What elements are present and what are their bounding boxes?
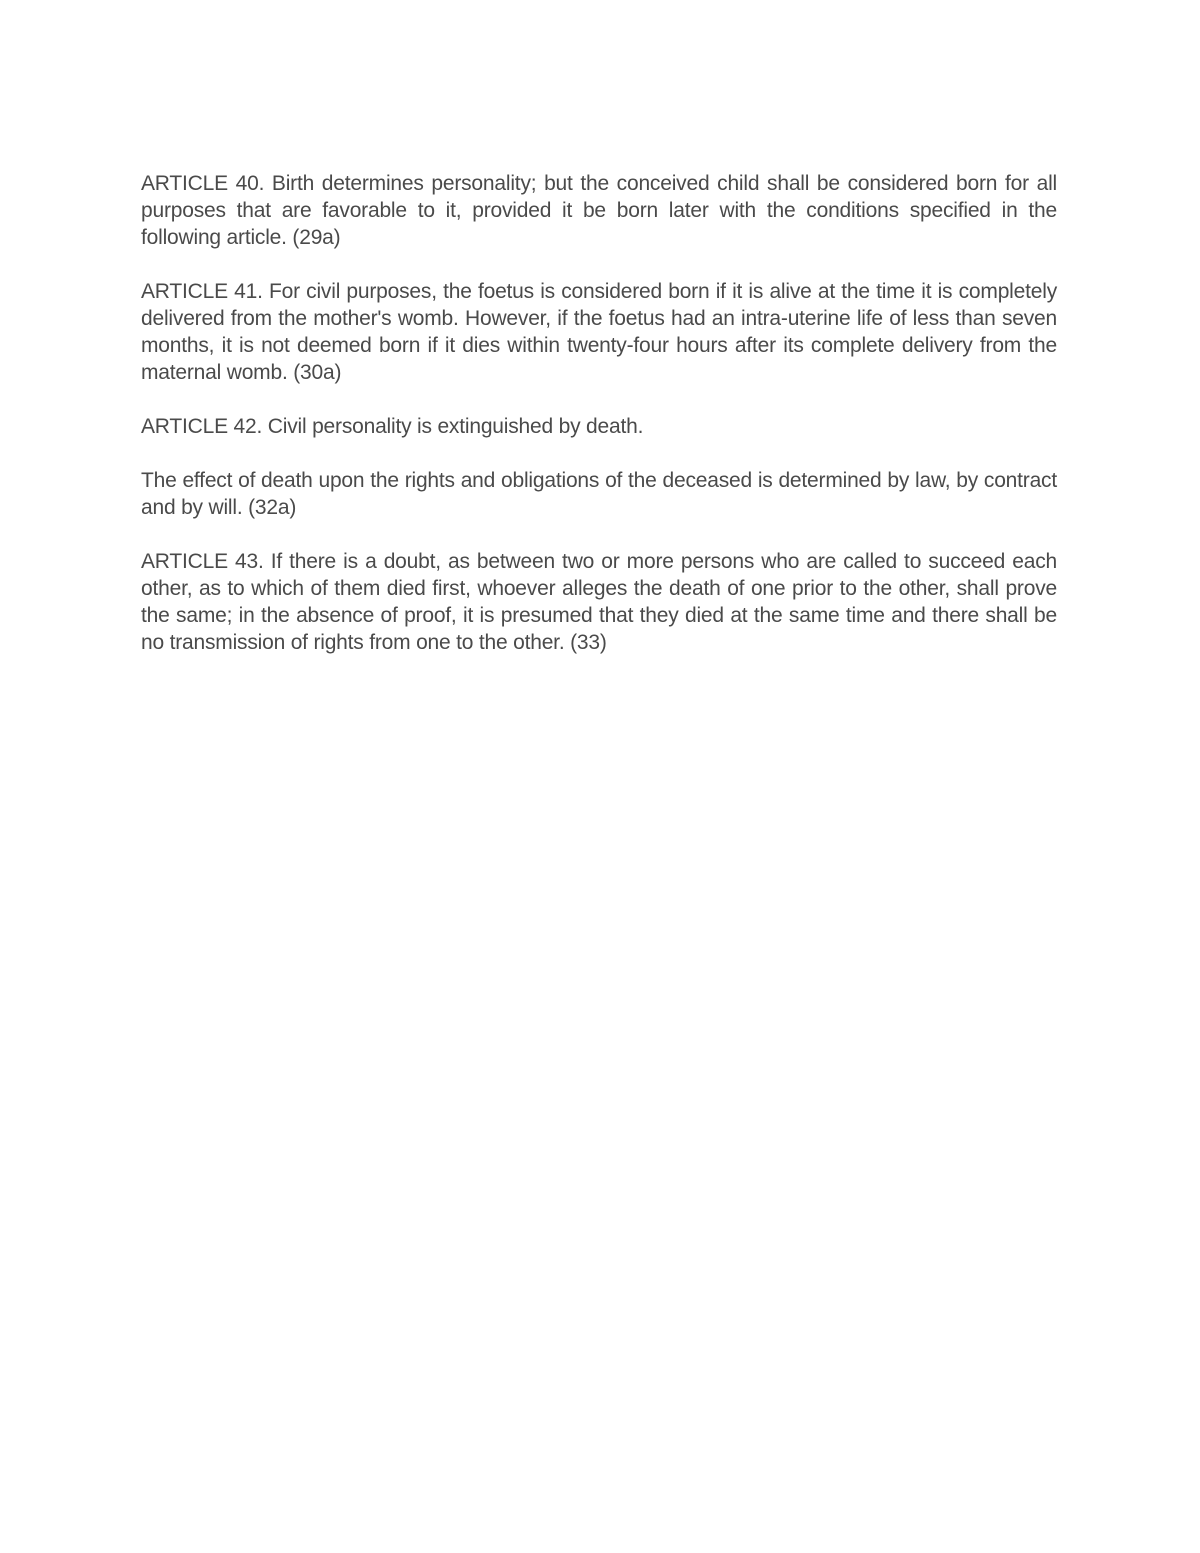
article-40-paragraph: ARTICLE 40. Birth determines personality; but the conceived child shall be considered born for all purposes that are favorable to it, provided it be born later with the conditions specified in the following article. (29a) [141, 172, 1057, 249]
document-page [141, 170, 1057, 683]
article-41-paragraph: ARTICLE 41. For civil purposes, the foetus is considered born if it is alive at the time it is completely delivered from the mother's womb. However, if the foetus had an intra-uterine life of less than seven months, it is not deemed born if it dies within twenty-four hours after its complete delivery from the maternal womb. (30a) [141, 280, 1057, 384]
article-43-paragraph: ARTICLE 43. If there is a doubt, as between two or more persons who are called to succeed each other, as to which of them died first, whoever alleges the death of one prior to the other, shall prove the same; in the absence of proof, it is presumed that they died at the same time and there shall be no transmission of rights from one to the other. (33) [141, 550, 1057, 654]
article-42-effect-paragraph: The effect of death upon the rights and obligations of the deceased is determined by law, by contract and by will. (32a) [141, 469, 1057, 519]
article-42-paragraph: ARTICLE 42. Civil personality is extinguished by death. [141, 415, 644, 438]
